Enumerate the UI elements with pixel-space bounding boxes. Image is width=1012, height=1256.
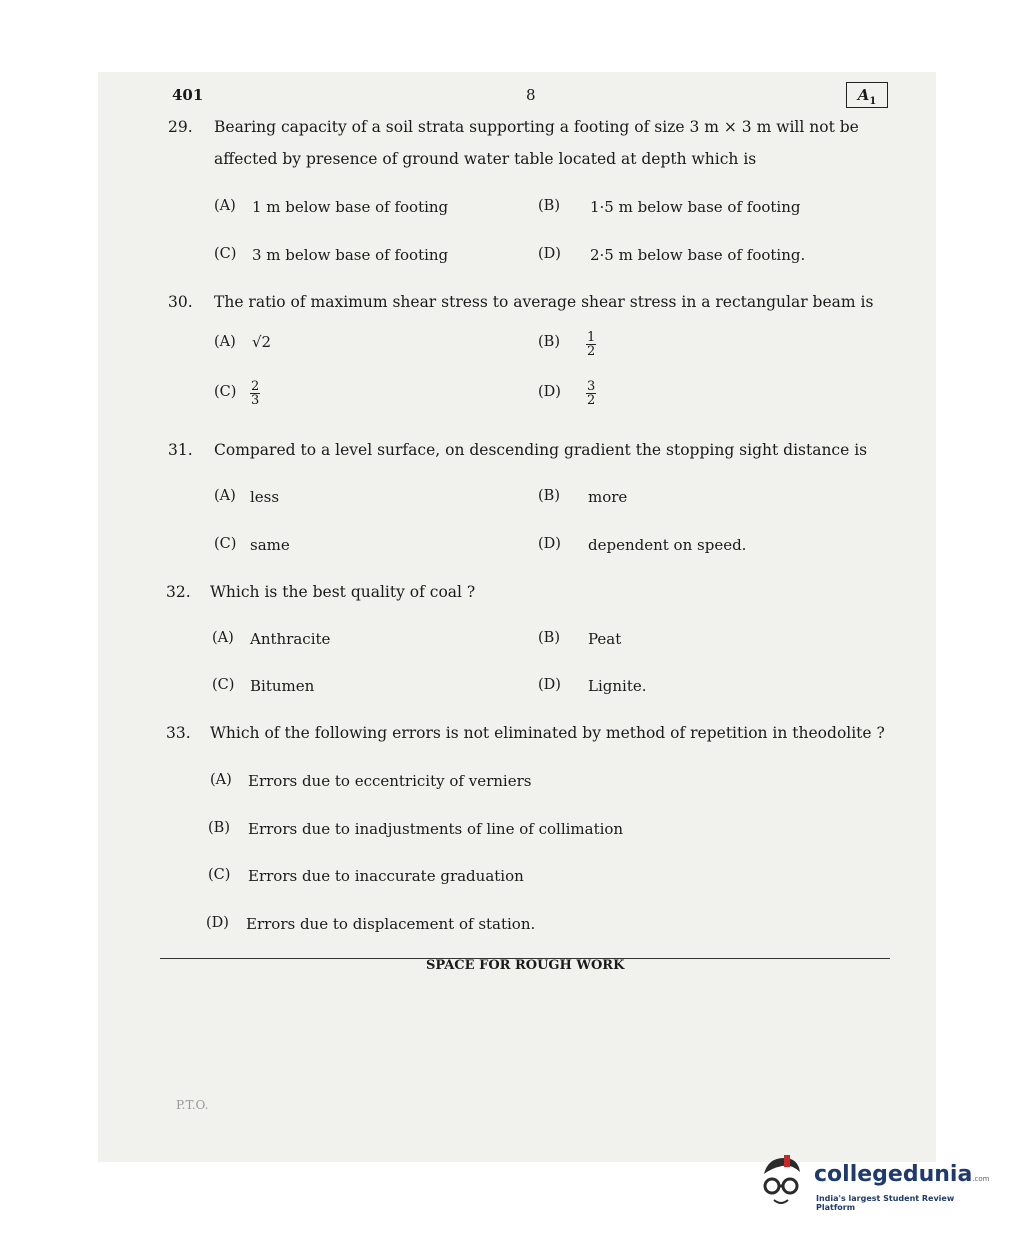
option-text: Errors due to inadjustments of line of collimation (248, 820, 624, 838)
fraction-numerator: 1 (587, 330, 596, 345)
logo-name: collegedunia (814, 1162, 973, 1187)
set-code: A (857, 86, 870, 104)
option-label: (C) (208, 867, 231, 883)
option-label: (A) (210, 772, 232, 788)
option-fraction (586, 326, 596, 358)
option-label: (C) (214, 246, 237, 262)
option-text: 1 m below base of footing (252, 198, 449, 216)
option-text: more (588, 488, 628, 506)
mascot-icon (754, 1152, 810, 1212)
option-label: (A) (212, 630, 234, 646)
option-text: Bitumen (250, 677, 315, 695)
question-text: Which of the following errors is not eliminated by method of repetition in theodolite ? (210, 724, 885, 742)
set-code-box (846, 82, 888, 108)
option-label: (A) (214, 334, 236, 350)
option-text: dependent on speed. (588, 536, 747, 554)
option-label: (C) (214, 384, 237, 400)
fraction-numerator: 3 (587, 379, 596, 394)
question-number: 29. (168, 118, 193, 136)
fraction-denominator: 2 (587, 393, 596, 408)
question-text: The ratio of maximum shear stress to average shear stress in a rectangular beam is (214, 293, 874, 311)
option-label: (A) (214, 198, 236, 214)
option-fraction (250, 375, 260, 407)
logo-wordmark (814, 1162, 989, 1187)
option-label: (D) (538, 536, 561, 552)
question-text: Which is the best quality of coal ? (210, 583, 476, 601)
exam-page (98, 72, 936, 1162)
option-text: 1·5 m below base of footing (590, 198, 801, 216)
option-label: (B) (208, 820, 230, 836)
option-label: (D) (538, 384, 561, 400)
option-text: less (250, 488, 280, 506)
question-number: 32. (166, 583, 191, 601)
option-text: Errors due to inaccurate graduation (248, 867, 524, 885)
question-text: Compared to a level surface, on descending gradient the stopping sight distance is (214, 441, 868, 459)
option-label: (D) (538, 246, 561, 262)
paper-code: 401 (172, 86, 204, 104)
option-text: √2 (252, 333, 272, 351)
option-label: (D) (538, 677, 561, 693)
question-number: 30. (168, 293, 193, 311)
collegedunia-logo[interactable] (754, 1152, 990, 1216)
set-code-sub: 1 (869, 96, 877, 107)
option-text: Errors due to eccentricity of verniers (248, 772, 532, 790)
question-number: 31. (168, 441, 193, 459)
question-text: affected by presence of ground water table located at depth which is (214, 150, 757, 168)
logo-suffix: .com (972, 1175, 990, 1183)
option-label: (D) (206, 915, 229, 931)
option-label: (C) (214, 536, 237, 552)
fraction-numerator: 2 (251, 379, 260, 394)
option-text: 2·5 m below base of footing. (590, 246, 806, 264)
option-text: 3 m below base of footing (252, 246, 449, 264)
option-label: (B) (538, 488, 560, 504)
option-text: Lignite. (588, 677, 647, 695)
footer-mark: P.T.O. (176, 1098, 209, 1112)
fraction-denominator: 3 (251, 393, 260, 408)
option-label: (C) (212, 677, 235, 693)
logo-tagline: India's largest Student Review Platform (816, 1194, 955, 1212)
page-number: 8 (526, 86, 536, 104)
option-label: (B) (538, 334, 560, 350)
option-text: Anthracite (250, 630, 331, 648)
option-label: (B) (538, 198, 560, 214)
question-number: 33. (166, 724, 191, 742)
option-text: Peat (588, 630, 622, 648)
question-text: Bearing capacity of a soil strata supporting a footing of size 3 m × 3 m will not be (214, 118, 859, 136)
option-fraction (586, 375, 596, 407)
option-label: (B) (538, 630, 560, 646)
option-text: same (250, 536, 290, 554)
option-text: Errors due to displacement of station. (246, 915, 536, 933)
option-label: (A) (214, 488, 236, 504)
rough-work-heading: SPACE FOR ROUGH WORK (426, 958, 625, 973)
fraction-denominator: 2 (587, 344, 596, 359)
